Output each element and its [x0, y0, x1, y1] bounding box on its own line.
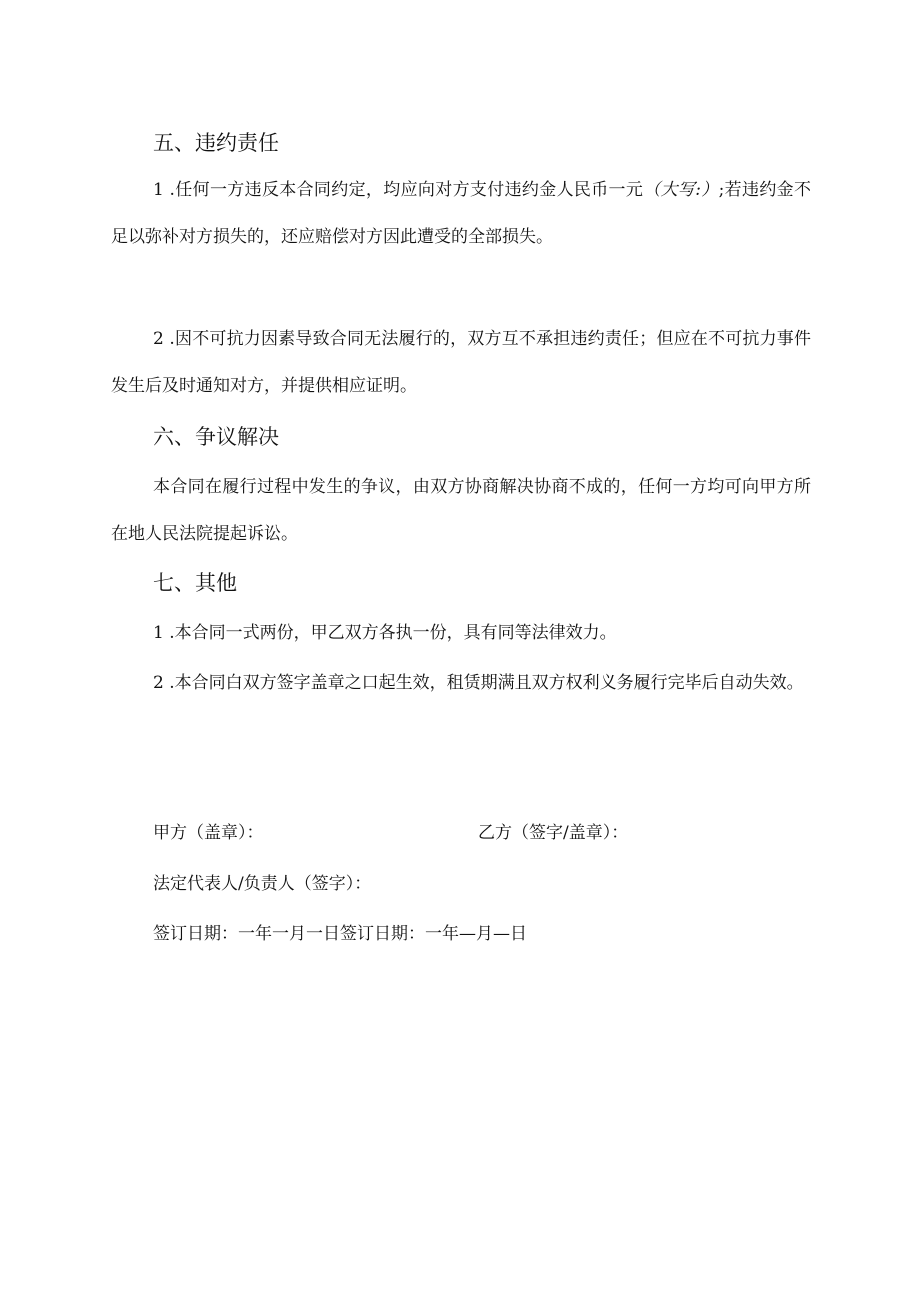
party-a-seal-label: 甲方（盖章）： — [153, 823, 264, 843]
signing-dates-line: 签订日期：一年一月一日签订日期：一年—月—日 — [153, 924, 527, 944]
section-7-heading: 七、其他 — [153, 571, 237, 595]
section-5-item-2: 2 .因不可抗力因素导致合同无法履行的，双方互不承担违约责任；但应在不可抗力事件发生后及时通知对方，并提供相应证明。 — [111, 329, 811, 396]
section-6-body: 本合同在履行过程中发生的争议，由双方协商解决协商不成的，任何一方均可向甲方所在地人民法院提起诉讼。 — [111, 477, 811, 544]
party-b-sign-label: 乙方（签字/盖章）： — [478, 823, 629, 843]
section-5-item-1 — [111, 167, 811, 261]
section-5-heading: 五、违约责任 — [153, 131, 279, 155]
section-5-item-1-text-c: ;若违约金不足以弥补对方损失的，还应赔偿对方因此遭受的全部损失。 — [111, 180, 812, 247]
section-6-heading: 六、争议解决 — [153, 425, 279, 449]
section-7-item-1: 1 .本合同一式两份，甲乙双方各执一份，具有同等法律效力。 — [153, 623, 617, 643]
legal-representative-label: 法定代表人/负责人（签字）： — [153, 874, 372, 894]
section-5-item-1-amount-caps: （大写:） — [643, 180, 719, 200]
section-5-item-1-text-a: 1 .任何一方违反本合同约定，均应向对方支付违约金人民币一元 — [153, 180, 644, 200]
section-7-item-2: 2 .本合同白双方签字盖章之口起生效，租赁期满且双方权利义务履行完毕后自动失效。 — [153, 673, 804, 693]
